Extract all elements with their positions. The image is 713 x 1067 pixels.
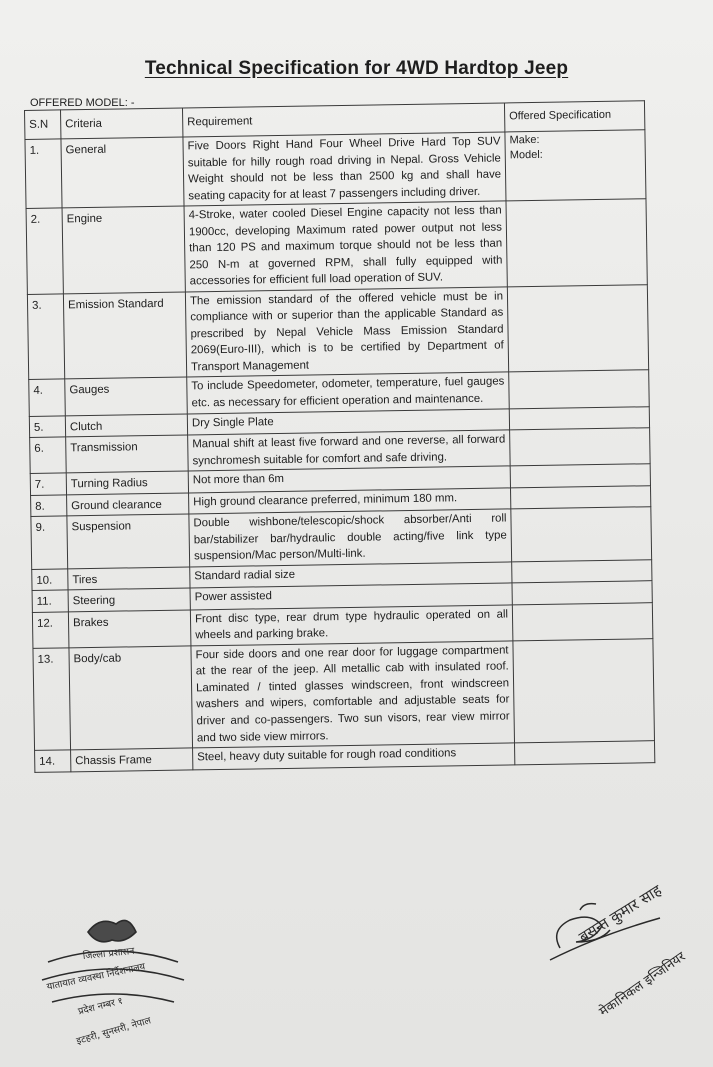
- row-criteria: Clutch: [65, 413, 187, 436]
- header-requirement: Requirement: [182, 103, 504, 137]
- row-criteria: General: [61, 137, 184, 208]
- row-offered-cell: [512, 581, 652, 605]
- spec-table: [24, 100, 655, 772]
- table-row: [31, 507, 652, 569]
- row-offered-cell: [512, 603, 653, 641]
- row-requirement: 4-Stroke, water cooled Diesel Engine capacity not less than 1900cc, developing Maximum rated power output not less than 120 PS and maximum torque should not be less than 250 N-m at governed RPM, shall fully equipped with accessories for efficient full load operation of SUV.: [184, 201, 507, 292]
- row-requirement: To include Speedometer, odometer, temperature, fuel gauges etc. as necessary for efficient operation and maintenance.: [187, 372, 510, 413]
- row-sn: 14.: [35, 750, 71, 772]
- header-criteria: Criteria: [61, 108, 183, 139]
- row-criteria: Emission Standard: [63, 292, 186, 380]
- row-requirement: High ground clearance preferred, minimum 180 mm.: [189, 488, 511, 515]
- row-offered-cell: [509, 406, 649, 430]
- row-sn: 5.: [29, 415, 65, 437]
- row-sn: 9.: [31, 516, 68, 569]
- row-offered-cell: [510, 464, 650, 488]
- offered-make-label: Make:: [509, 133, 540, 147]
- row-requirement: Not more than 6m: [188, 466, 510, 493]
- row-offered-cell: [509, 370, 650, 408]
- table-row: [27, 285, 648, 380]
- svg-text:यातायात व्यवस्था निर्देशनालय: यातायात व्यवस्था निर्देशनालय: [45, 961, 147, 993]
- row-criteria: Transmission: [66, 435, 189, 473]
- row-sn: 6.: [30, 437, 67, 474]
- table-row: [25, 130, 646, 209]
- row-requirement: The emission standard of the offered vehicle must be in compliance with or superior than the applicable Standard as prescribed by Nepal Vehicle Mass Emission Standard 2069(Euro-III), which is to be certified by Department of Transport Management: [185, 287, 508, 378]
- document-title: Technical Specification for 4WD Hardtop Jeep: [144, 58, 569, 79]
- row-sn: 8.: [31, 495, 67, 517]
- row-sn: 1.: [25, 139, 62, 209]
- row-criteria: Body/cab: [69, 646, 193, 750]
- row-criteria: Steering: [68, 588, 190, 611]
- row-criteria: Chassis Frame: [71, 748, 193, 771]
- row-requirement: Four side doors and one rear door for luggage compartment at the rear of the jeep. All metallic cab with insulated roof. Laminated / tinted glasses windscreen, front windscreen washers and wipers, comfortable and adjustable seats for driver and co-passengers. Two sun visors, rear view mirror and two side view mirrors.: [191, 641, 515, 748]
- row-offered-cell: [513, 639, 655, 743]
- row-offered-cell: [510, 428, 651, 466]
- row-requirement: Power assisted: [190, 583, 512, 610]
- row-requirement: Five Doors Right Hand Four Wheel Drive Hard Top SUV suitable for hilly rough road driving in Nepal. Gross Vehicle Weight should not be less than 2500 kg and shall have seating capacity for at least 7 passengers including driver.: [183, 132, 506, 206]
- row-sn: 3.: [27, 294, 64, 380]
- row-criteria: Brakes: [68, 610, 191, 648]
- header-offered-specification: Offered Specification: [504, 101, 644, 132]
- header-sn: S.N: [25, 110, 61, 140]
- row-criteria: Engine: [62, 206, 185, 294]
- row-offered-cell: [507, 285, 648, 373]
- row-requirement: Manual shift at least five forward and one reverse, all forward synchromesh suitable for comfort and safe driving.: [188, 430, 511, 471]
- row-sn: 12.: [32, 612, 69, 649]
- row-criteria: Turning Radius: [66, 471, 188, 494]
- svg-text:प्रदेश नम्बर १: प्रदेश नम्बर १: [77, 995, 124, 1018]
- row-criteria: Gauges: [65, 377, 188, 415]
- svg-text:इटहरी, सुनसरी, नेपाल: इटहरी, सुनसरी, नेपाल: [75, 1015, 153, 1048]
- row-offered-cell: [515, 741, 655, 765]
- row-offered-cell: [505, 130, 646, 201]
- offered-model-label: Model:: [509, 148, 543, 162]
- svg-text:जिल्ला प्रशासन: जिल्ला प्रशासन: [82, 945, 135, 963]
- row-offered-cell: [510, 485, 650, 509]
- signatory-name: बसन्त कुमार साह: [575, 881, 665, 947]
- table-row: [33, 639, 655, 751]
- offered-model-label: OFFERED MODEL: -: [30, 97, 135, 109]
- row-sn: 4.: [29, 379, 66, 416]
- row-criteria: Tires: [68, 567, 190, 590]
- row-sn: 2.: [26, 208, 63, 294]
- row-requirement: Dry Single Plate: [187, 408, 509, 435]
- row-requirement: Steel, heavy duty suitable for rough road conditions: [193, 743, 515, 770]
- row-requirement: Standard radial size: [190, 562, 512, 589]
- spec-table-container: [24, 100, 654, 772]
- row-sn: 11.: [32, 590, 68, 612]
- row-criteria: Suspension: [67, 514, 190, 569]
- row-sn: 13.: [33, 648, 71, 751]
- row-criteria: Ground clearance: [67, 493, 189, 516]
- table-row: [26, 199, 647, 294]
- row-sn: 10.: [32, 569, 68, 591]
- office-stamp: [28, 910, 198, 1060]
- row-requirement: Front disc type, rear drum type hydraulic operated on all wheels and parking brake.: [190, 605, 513, 646]
- row-offered-cell: [506, 199, 647, 287]
- row-sn: 7.: [30, 473, 66, 495]
- row-offered-cell: [512, 559, 652, 583]
- row-requirement: Double wishbone/telescopic/shock absorber/Anti roll bar/stabilizer bar/hydraulic double acting/five link type suspension/Mac person/Multi-link.: [189, 509, 512, 567]
- signatory-designation: मेकानिकल इन्जिनियर: [596, 949, 689, 1020]
- row-offered-cell: [511, 507, 652, 562]
